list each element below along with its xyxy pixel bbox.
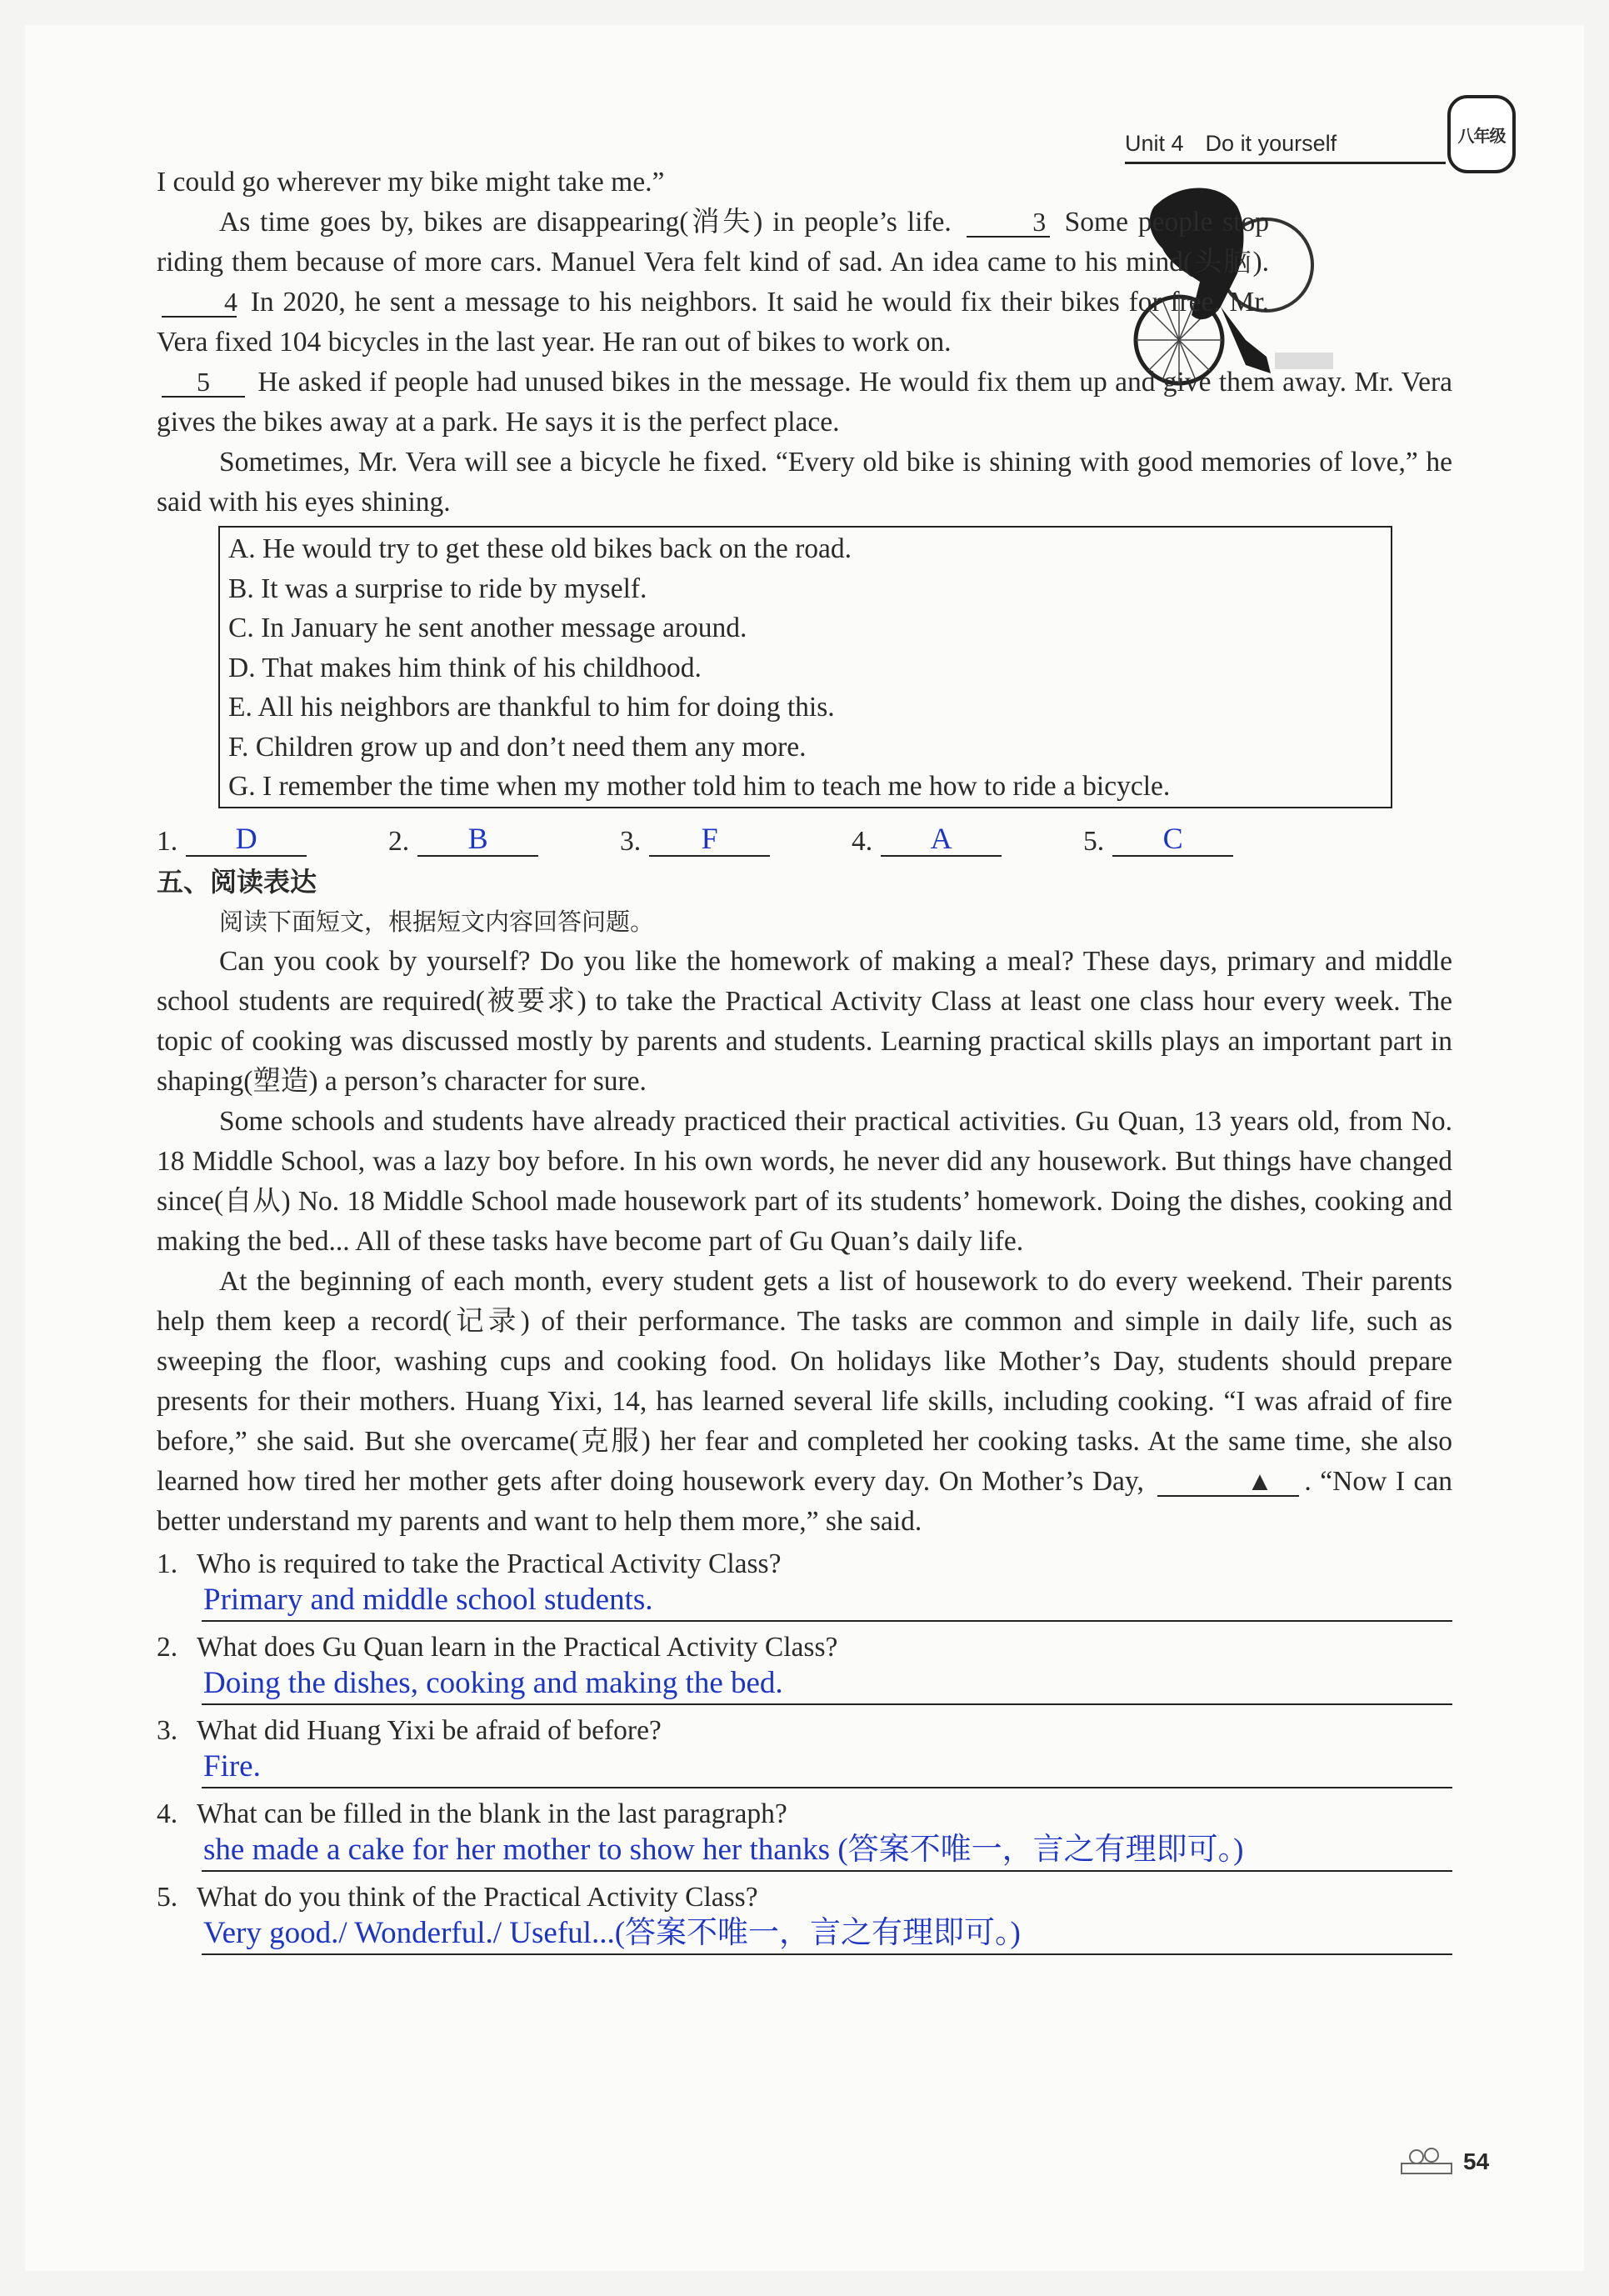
question-text: What does Gu Quan learn in the Practical Activity Class? bbox=[197, 1631, 838, 1663]
option-e: E. All his neighbors are thankful to him for doing this. bbox=[228, 692, 835, 723]
question-list bbox=[157, 1547, 1452, 1955]
question-1: 1. Who is required to take the Practical Activity Class? Primary and middle school students. bbox=[157, 1547, 1452, 1622]
answer-value: F bbox=[649, 822, 770, 857]
question-answer: she made a cake for her mother to show her thanks (答案不唯一，言之有理即可。) bbox=[202, 1832, 1452, 1872]
blank-5: 5 bbox=[162, 368, 245, 398]
section5-paragraph3: At the beginning of each month, every student gets a list of housework to do every weekend. Their parents help them keep a record(记录) of their performance. The tasks are common and simple in daily life, such as sweeping the floor, washing cups and cooking food. On holidays like Mother’s Day, students should prepare presents for their mothers. Huang Yixi, 14, has learned several life skills, including cooking. “I was afraid of fire before,” she said. But she overcame(克服) her fear and completed her cooking tasks. At the same time, she also learned how tired her mother gets after doing housework every day. On Mother’s Day, ▲ . “Now I can better understand my parents and want to help them more,” she said. bbox=[157, 1265, 1452, 1537]
question-5: 5. What do you think of the Practical Activity Class? Very good./ Wonderful./ Useful...(答案不唯一，言之有理即可。) bbox=[157, 1880, 1452, 1955]
answer-value: D bbox=[186, 822, 307, 857]
option-b: B. It was a surprise to ride by myself. bbox=[228, 573, 647, 604]
answer-2: 2. B bbox=[388, 822, 620, 862]
answer-row bbox=[157, 813, 1452, 862]
section5-instruction: 阅读下面短文，根据短文内容回答问题。 bbox=[219, 907, 655, 936]
blank-4: 4 bbox=[162, 288, 237, 318]
question-2: 2. What does Gu Quan learn in the Practical Activity Class? Doing the dishes, cooking and making the bed. bbox=[157, 1630, 1452, 1705]
option-g: G. I remember the time when my mother told him to teach me how to ride a bicycle. bbox=[228, 771, 1171, 802]
answer-value: B bbox=[417, 822, 538, 857]
answer-value: A bbox=[881, 822, 1002, 857]
question-text: What can be filled in the blank in the last paragraph? bbox=[197, 1798, 787, 1829]
question-answer: Primary and middle school students. bbox=[202, 1582, 1452, 1622]
question-answer: Fire. bbox=[202, 1748, 1452, 1788]
passage1-paragraph2: As time goes by, bikes are disappearing(消失) in people’s life. 3 Some people stop riding them because of more cars. Manuel Vera felt kind of sad. An idea came to his mind(头脑). 4 In 2020, he sent a message to his neighbors. It said he would fix their bikes for free. Mr. Vera fixed 104 bicycles in the last year. He ran out of bikes to work on. bbox=[157, 207, 1270, 358]
passage1-paragraph3: Sometimes, Mr. Vera will see a bicycle he fixed. “Every old bike is shining with good memories of love,” he said with his eyes shining. bbox=[157, 447, 1452, 518]
question-4: 4. What can be filled in the blank in the last paragraph? she made a cake for her mother to show her thanks (答案不唯一，言之有理即可。) bbox=[157, 1797, 1452, 1872]
option-d: D. That makes him think of his childhood. bbox=[228, 652, 702, 683]
question-text: What did Huang Yixi be afraid of before? bbox=[197, 1714, 662, 1746]
blank-3: 3 bbox=[967, 208, 1050, 238]
passage1-paragraph2-cont: 5 He asked if people had unused bikes in the message. He would fix them up and give them away. Mr. Vera gives the bikes away at a park. He says it is the perfect place. bbox=[157, 367, 1452, 438]
page-number: 54 bbox=[1463, 2148, 1490, 2174]
question-3: 3. What did Huang Yixi be afraid of before? Fire. bbox=[157, 1713, 1452, 1788]
question-answer: Very good./ Wonderful./ Useful...(答案不唯一，言之有理即可。) bbox=[202, 1915, 1452, 1955]
answer-value: C bbox=[1112, 822, 1233, 857]
section5-paragraph2: Some schools and students have already practiced their practical activities. Gu Quan, 13 years old, from No. 18 Middle School, was a lazy boy before. In his own words, he never did any housework. But things have changed since(自从) No. 18 Middle School made housework part of its students’ homework. Doing the dishes, cooking and making the bed... All of these tasks have become part of Gu Quan’s daily life. bbox=[157, 1105, 1452, 1257]
book-stack-icon bbox=[1398, 2147, 1457, 2177]
section5-paragraph1: Can you cook by yourself? Do you like the homework of making a meal? These days, primary and middle school students are required(被要求) to take the Practical Activity Class at least one class hour every week. The topic of cooking was discussed mostly by parents and students. Learning practical skills plays an important part in shaping(塑造) a person’s character for sure. bbox=[157, 945, 1452, 1097]
unit-title: Do it yourself bbox=[1205, 131, 1337, 156]
workbook-page bbox=[25, 25, 1584, 2271]
section5-title: 五、阅读表达 bbox=[157, 865, 317, 898]
page-content bbox=[157, 163, 1452, 1963]
answer-4: 4. A bbox=[852, 822, 1083, 862]
unit-label: Unit 4 bbox=[1125, 131, 1184, 156]
page-header bbox=[1125, 125, 1506, 164]
answer-1: 1. D bbox=[157, 822, 388, 862]
page-footer bbox=[1398, 2147, 1489, 2177]
question-text: Who is required to take the Practical Activity Class? bbox=[197, 1548, 782, 1579]
grade-badge-icon: 八年级 bbox=[1447, 95, 1516, 173]
option-c: C. In January he sent another message around. bbox=[228, 613, 747, 643]
answer-3: 3. F bbox=[620, 822, 852, 862]
option-f: F. Children grow up and don’t need them any more. bbox=[228, 731, 807, 763]
question-text: What do you think of the Practical Activity Class? bbox=[197, 1881, 758, 1913]
passage1-line1: I could go wherever my bike might take me.” bbox=[157, 167, 665, 198]
options-box bbox=[218, 526, 1392, 808]
option-a: A. He would try to get these old bikes back on the road. bbox=[228, 533, 852, 564]
question-answer: Doing the dishes, cooking and making the bed. bbox=[202, 1665, 1452, 1705]
answer-5: 5. C bbox=[1083, 822, 1315, 862]
blank-triangle: ▲ bbox=[1157, 1467, 1299, 1497]
